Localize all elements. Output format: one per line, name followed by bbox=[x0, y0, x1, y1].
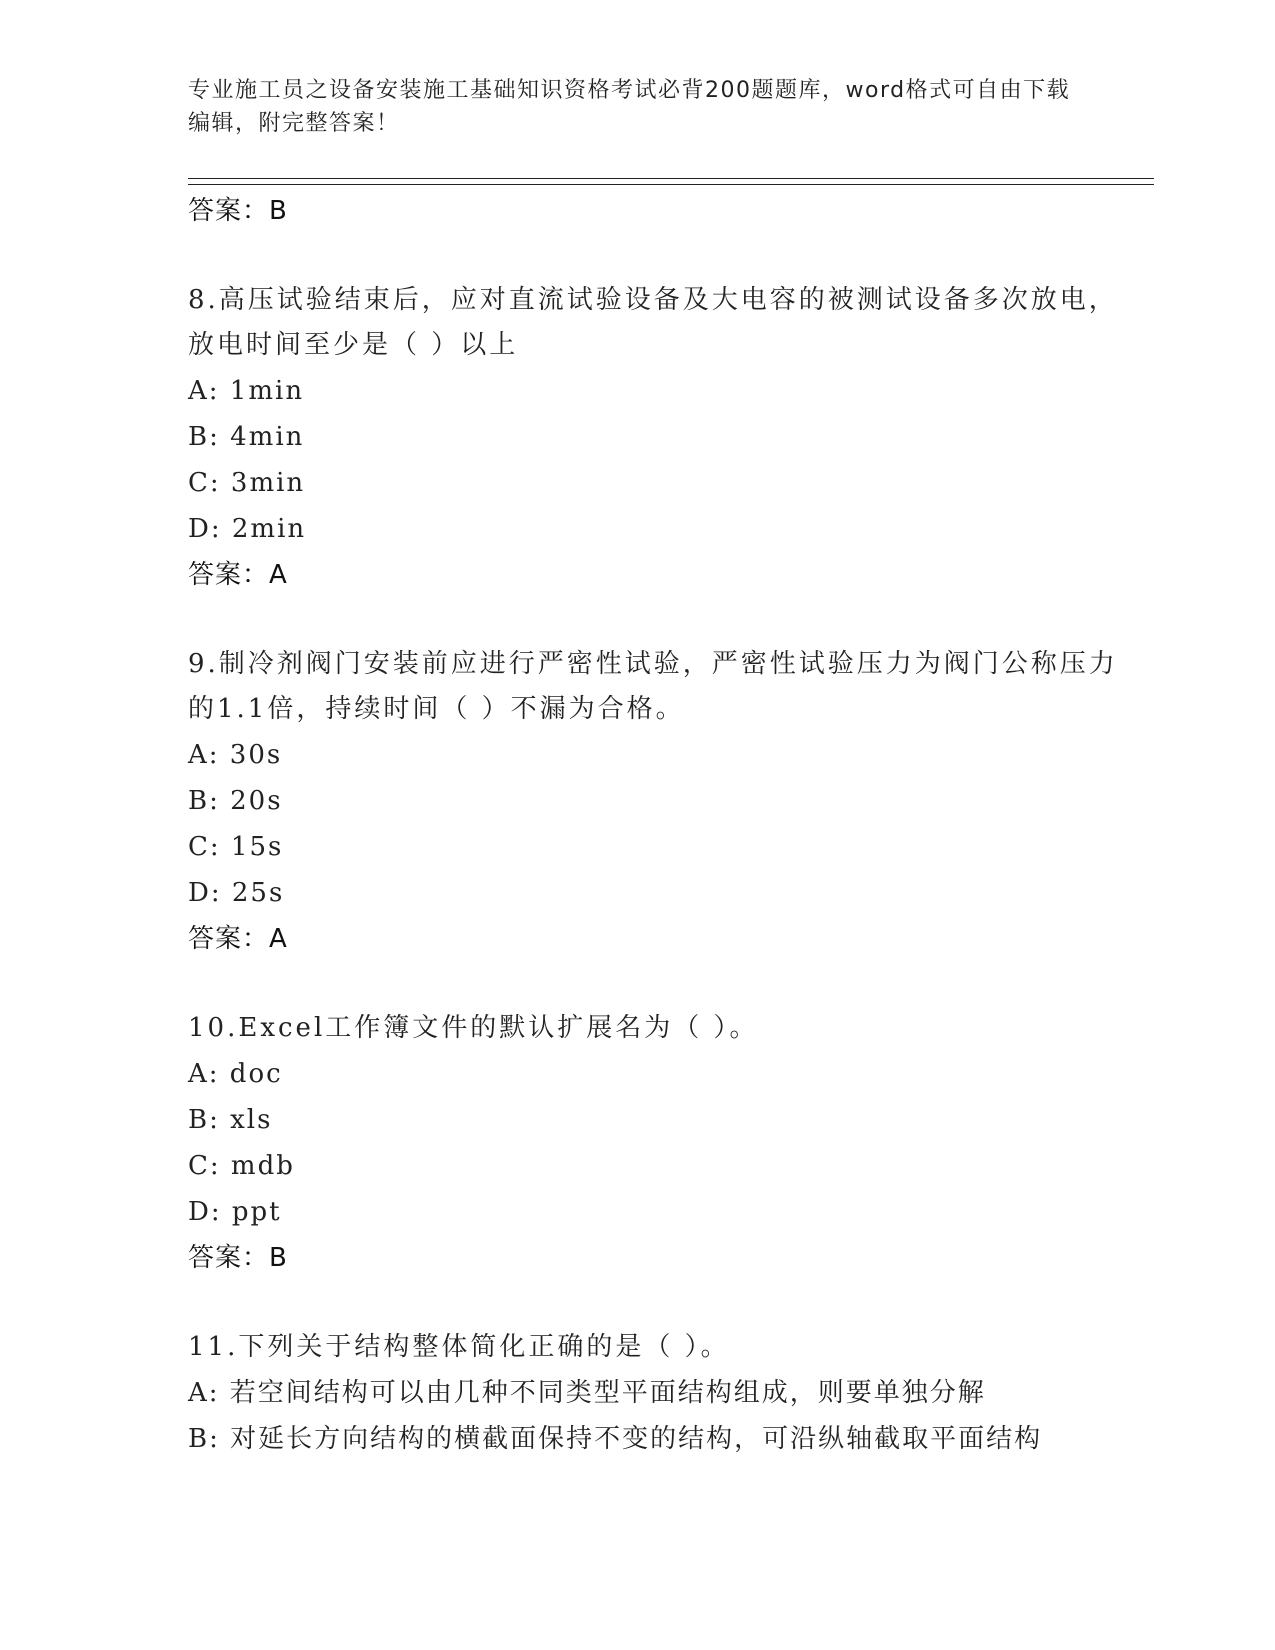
header-rule-bottom bbox=[188, 184, 1154, 185]
question-stem: 8.高压试验结束后，应对直流试验设备及大电容的被测试设备多次放电，放电时间至少是（ ）以上 bbox=[188, 285, 1118, 360]
option-b: B: 20s bbox=[188, 786, 283, 816]
question-list bbox=[188, 188, 1128, 1462]
option-c: C: 15s bbox=[188, 832, 284, 862]
option-a: A: doc bbox=[188, 1059, 283, 1089]
answer-line: 答案：A bbox=[188, 924, 288, 954]
header-rule-top bbox=[188, 178, 1154, 179]
option-a: A: 若空间结构可以由几种不同类型平面结构组成，则要单独分解 bbox=[188, 1378, 986, 1408]
question-stem: 9.制冷剂阀门安装前应进行严密性试验，严密性试验压力为阀门公称压力的1.1倍，持续时间（ ）不漏为合格。 bbox=[188, 649, 1118, 724]
option-d: D: ppt bbox=[188, 1197, 282, 1227]
answer-line: 答案：B bbox=[188, 196, 288, 226]
option-c: C: mdb bbox=[188, 1151, 295, 1181]
option-a: A: 1min bbox=[188, 376, 305, 406]
document-header: 专业施工员之设备安装施工基础知识资格考试必背200题题库，word格式可自由下载编辑，附完整答案！ bbox=[188, 78, 1071, 136]
question-11 bbox=[188, 1325, 1128, 1462]
answer-line: 答案：B bbox=[188, 1243, 288, 1273]
option-a: A: 30s bbox=[188, 740, 283, 770]
question-stem: 10.Excel工作簿文件的默认扩展名为（ ）。 bbox=[188, 1013, 759, 1043]
answer-line: 答案：A bbox=[188, 560, 288, 590]
question-8 bbox=[188, 278, 1128, 598]
option-c: C: 3min bbox=[188, 468, 306, 498]
option-d: D: 2min bbox=[188, 514, 307, 544]
option-b: B: 4min bbox=[188, 422, 305, 452]
option-b: B: 对延长方向结构的横截面保持不变的结构，可沿纵轴截取平面结构 bbox=[188, 1424, 1043, 1454]
question-10 bbox=[188, 1006, 1128, 1281]
question-9 bbox=[188, 642, 1128, 962]
option-b: B: xls bbox=[188, 1105, 273, 1135]
option-d: D: 25s bbox=[188, 878, 285, 908]
question-stem: 11.下列关于结构整体简化正确的是（ ）。 bbox=[188, 1332, 730, 1362]
